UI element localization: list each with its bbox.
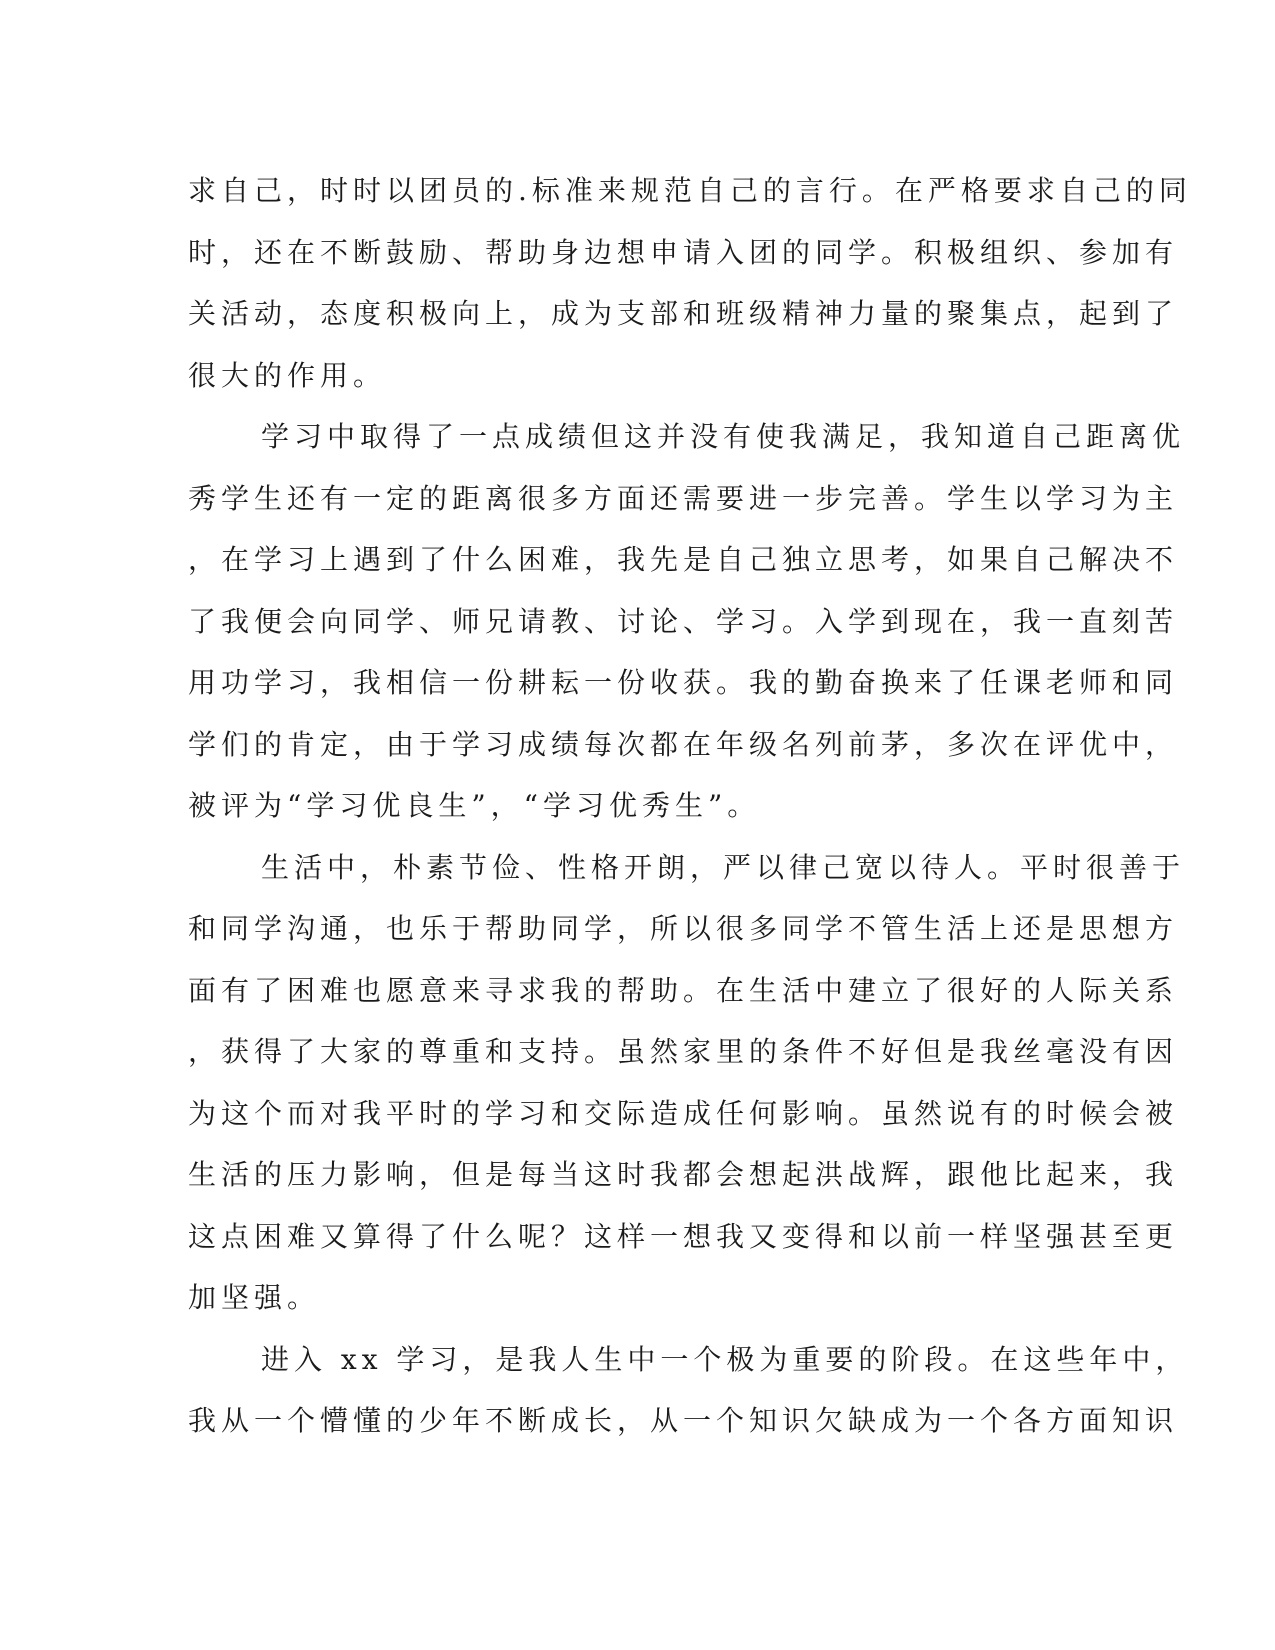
text-line: ，获得了大家的尊重和支持。虽然家里的条件不好但是我丝毫没有因: [188, 1035, 1179, 1068]
text-line: 面有了困难也愿意来寻求我的帮助。在生活中建立了很好的人际关系: [188, 973, 1179, 1007]
paragraph-4: [188, 1329, 1189, 1452]
text-line: 很大的作用。: [188, 358, 387, 392]
text-line: 生活中，朴素节俭、性格开朗，严以律己宽以待人。平时很善于: [261, 850, 1186, 884]
paragraph-2: [188, 406, 1186, 837]
text-line: 时，还在不断鼓励、帮助身边想申请入团的同学。积极组织、参加有: [188, 235, 1179, 269]
text-line: 学习中取得了一点成绩但这并没有使我满足，我知道自己距离优: [261, 420, 1186, 453]
text-line: 这点困难又算得了什么呢？这样一想我又变得和以前一样坚强甚至更: [188, 1219, 1179, 1253]
text-line: 了我便会向同学、师兄请教、讨论、学习。入学到现在，我一直刻苦: [188, 604, 1179, 638]
text-line: 生活的压力影响，但是每当这时我都会想起洪战辉，跟他比起来，我: [188, 1158, 1179, 1191]
text-line: 和同学沟通，也乐于帮助同学，所以很多同学不管生活上还是思想方: [188, 912, 1179, 945]
text-line: 用功学习，我相信一份耕耘一份收获。我的勤奋换来了任课老师和同: [188, 666, 1179, 699]
text-line: 关活动，态度积极向上，成为支部和班级精神力量的聚集点，起到了: [188, 297, 1179, 330]
text-line: 被评为“学习优良生”，“学习优秀生”。: [188, 789, 761, 822]
text-line: ，在学习上遇到了什么困难，我先是自己独立思考，如果自己解决不: [188, 543, 1179, 576]
text-line: 我从一个懵懂的少年不断成长，从一个知识欠缺成为一个各方面知识: [188, 1404, 1179, 1437]
text-line: 秀学生还有一定的距离很多方面还需要进一步完善。学生以学习为主: [188, 481, 1179, 515]
text-line: 学们的肯定，由于学习成绩每次都在年级名列前茅，多次在评优中，: [188, 727, 1179, 761]
text-line: 加坚强。: [188, 1281, 321, 1314]
paragraph-1: [188, 160, 1192, 406]
text-line: 为这个而对我平时的学习和交际造成任何影响。虽然说有的时候会被: [188, 1096, 1179, 1130]
text-line: 求自己，时时以团员的.标准来规范自己的言行。在严格要求自己的同: [188, 174, 1192, 207]
document-body: [188, 160, 1192, 1452]
text-line: 进入 xx 学习，是我人生中一个极为重要的阶段。在这些年中，: [261, 1342, 1189, 1376]
paragraph-3: [188, 837, 1186, 1329]
